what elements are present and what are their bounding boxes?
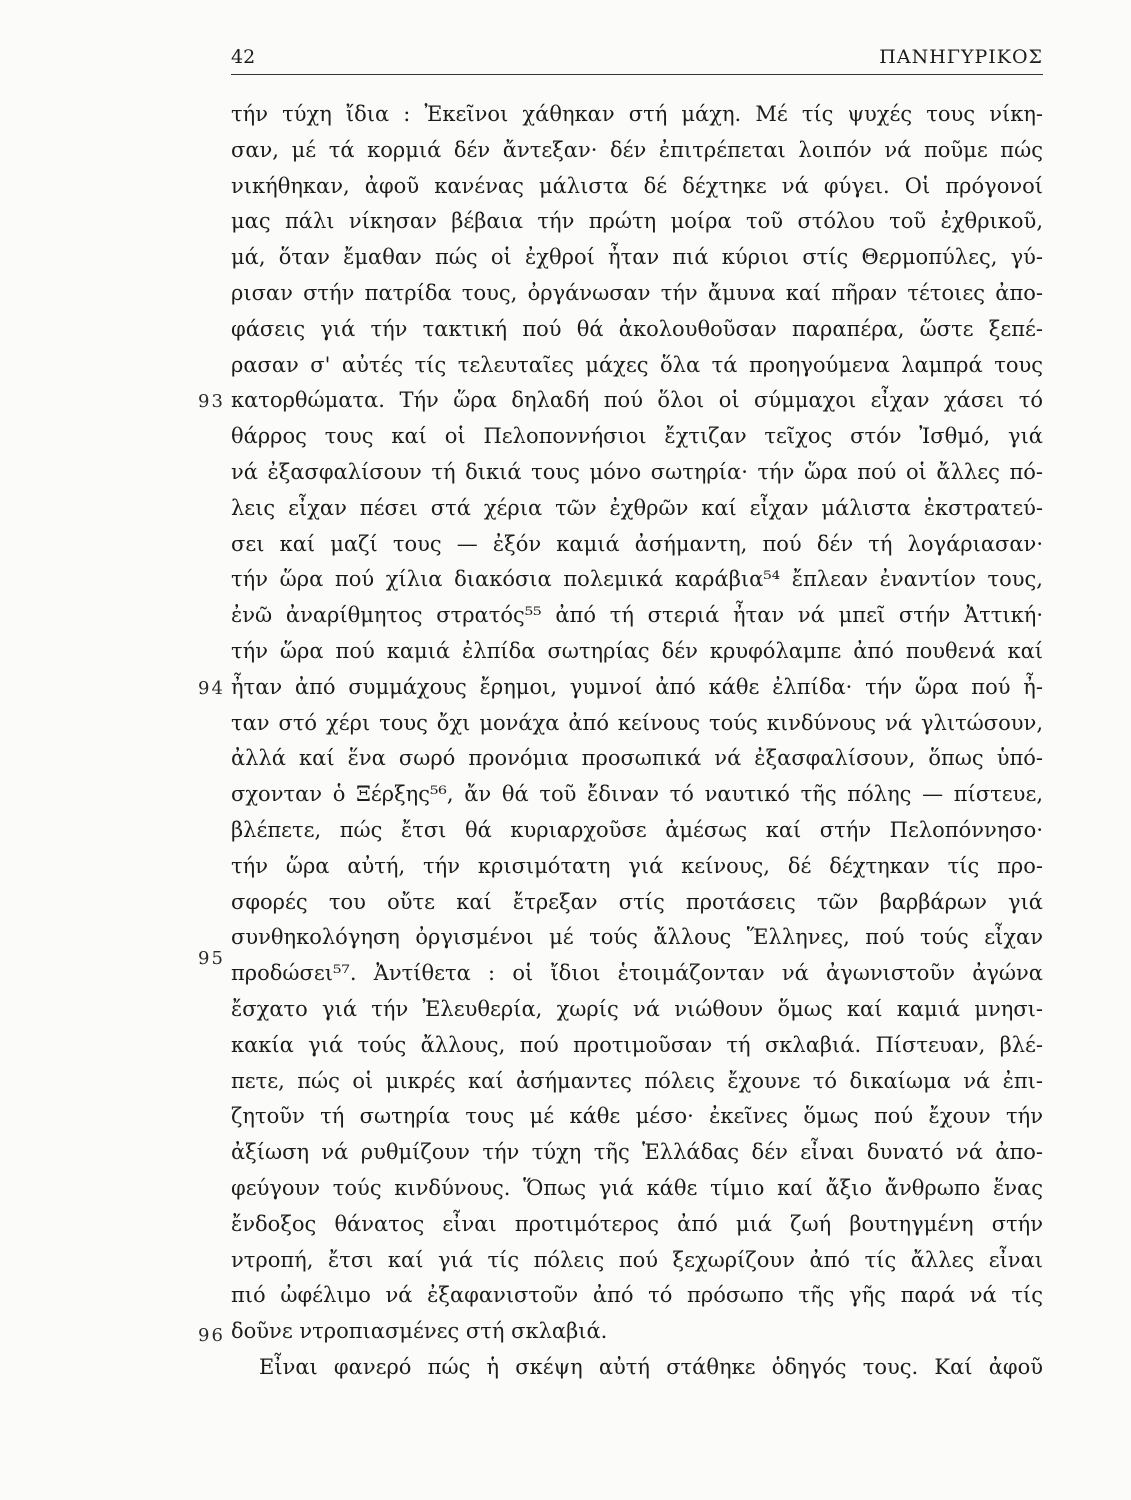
section-number-95: 95	[198, 948, 225, 969]
text-line: δοῦνε ντροπιασμένες στή σκλαβιά.	[231, 1319, 608, 1344]
text-line: τήν τύχη ἴδια : Ἐκεῖνοι χάθηκαν στή μάχη. Μέ τίς ψυχές τους νίκη-	[231, 102, 1043, 126]
text-line: ἀλλά καί ἕνα σωρό προνόμια προσωπικά νά ἐξασφαλίσουν, ὅπως ὑπό-	[231, 746, 1043, 771]
text-line: πιό ὠφέλιμο νά ἐξαφανιστοῦν ἀπό τό πρόσωπο τῆς γῆς παρά νά τίς	[231, 1283, 1043, 1308]
text-line: σχονταν ὁ Ξέρξης⁵⁶, ἄν θά τοῦ ἔδιναν τό ναυτικό τῆς πόλης — πίστευε,	[231, 782, 1043, 807]
text-line: προδώσει⁵⁷. Ἀντίθετα : οἱ ἴδιοι ἑτοιμάζονταν νά ἀγωνιστοῦν ἀγώνα	[231, 961, 1043, 986]
running-title: ΠΑΝΗΓΥΡΙΚΟΣ	[879, 46, 1043, 68]
text-line: μά, ὅταν ἔμαθαν πώς οἱ ἐχθροί ἦταν πιά κύριοι στίς Θερμοπύλες, γύ-	[231, 245, 1043, 270]
text-line: ταν στό χέρι τους ὄχι μονάχα ἀπό κείνους τούς κινδύνους νά γλιτώσουν,	[231, 710, 1043, 735]
section-number-93: 93	[198, 391, 225, 412]
text-line: κακία γιά τούς ἄλλους, πού προτιμοῦσαν τή σκλαβιά. Πίστευαν, βλέ-	[231, 1032, 1043, 1057]
text-line: ἐνῶ ἀναρίθμητος στρατός⁵⁵ ἀπό τή στεριά ἦταν νά μπεῖ στήν Ἀττική·	[231, 603, 1043, 628]
text-line: ἔσχατο γιά τήν Ἐλευθερία, χωρίς νά νιώθουν ὅμως καί καμιά μνησι-	[231, 996, 1043, 1021]
text-line: Εἶναι φανερό πώς ἡ σκέψη αὐτή στάθηκε ὁδηγός τους. Καί ἀφοῦ	[259, 1354, 1043, 1379]
text-line: σαν, μέ τά κορμιά δέν ἄντεξαν· δέν ἐπιτρέπεται λοιπόν νά ποῦμε πώς	[231, 137, 1043, 162]
text-line: ρασαν σ' αὐτές τίς τελευταῖες μάχες ὅλα τά προηγούμενα λαμπρά τους	[231, 352, 1043, 377]
page-number: 42	[231, 46, 256, 68]
text-line: ζητοῦν τή σωτηρία τους μέ κάθε μέσο· ἐκεῖνες ὅμως πού ἔχουν τήν	[231, 1104, 1043, 1129]
text-line: σει καί μαζί τους — ἐξόν καμιά ἀσήμαντη, πού δέν τή λογάριασαν·	[231, 531, 1043, 556]
text-line: θάρρος τους καί οἱ Πελοποννήσιοι ἔχτιζαν τεῖχος στόν Ἰσθμό, γιά	[231, 424, 1043, 449]
text-line: βλέπετε, πώς ἔτσι θά κυριαρχοῦσε ἀμέσως καί στήν Πελοπόννησο·	[231, 817, 1043, 842]
text-line: ρισαν στήν πατρίδα τους, ὀργάνωσαν τήν ἄμυνα καί πῆραν τέτοιες ἀπο-	[231, 280, 1043, 305]
text-line: τήν ὥρα αὐτή, τήν κρισιμότατη γιά κείνους, δέ δέχτηκαν τίς προ-	[231, 853, 1043, 878]
text-line: ἀξίωση νά ρυθμίζουν τήν τύχη τῆς Ἑλλάδας δέν εἶναι δυνατό νά ἀπο-	[231, 1140, 1043, 1165]
text-line: φεύγουν τούς κινδύνους. Ὅπως γιά κάθε τίμιο καί ἄξιο ἄνθρωπο ἕνας	[231, 1175, 1043, 1200]
text-line: μας πάλι νίκησαν βέβαια τήν πρώτη μοίρα τοῦ στόλου τοῦ ἐχθρικοῦ,	[231, 209, 1043, 234]
section-number-96: 96	[198, 1325, 225, 1346]
text-line: νά ἐξασφαλίσουν τή δικιά τους μόνο σωτηρία· τήν ὥρα πού οἱ ἄλλες πό-	[231, 459, 1043, 484]
text-line: σφορές του οὔτε καί ἔτρεξαν στίς προτάσεις τῶν βαρβάρων γιά	[231, 889, 1043, 914]
text-line: συνθηκολόγηση ὀργισμένοι μέ τούς ἄλλους Ἕλληνες, πού τούς εἶχαν	[231, 925, 1043, 950]
section-number-94: 94	[198, 678, 225, 699]
text-line: νικήθηκαν, ἀφοῦ κανένας μάλιστα δέ δέχτηκε νά φύγει. Οἱ πρόγονοί	[231, 173, 1043, 198]
body-text	[231, 97, 1043, 1386]
text-line: ντροπή, ἔτσι καί γιά τίς πόλεις πού ξεχωρίζουν ἀπό τίς ἄλλες εἶναι	[231, 1247, 1043, 1272]
text-line: πετε, πώς οἱ μικρές καί ἀσήμαντες πόλεις ἔχουνε τό δικαίωμα νά ἐπι-	[231, 1068, 1043, 1093]
text-line: ἔνδοξος θάνατος εἶναι προτιμότερος ἀπό μιά ζωή βουτηγμένη στήν	[231, 1211, 1043, 1236]
text-line: ἦταν ἀπό συμμάχους ἔρημοι, γυμνοί ἀπό κάθε ἐλπίδα· τήν ὥρα πού ἦ-	[231, 674, 1043, 699]
text-line: τήν ὥρα πού χίλια διακόσια πολεμικά καράβια⁵⁴ ἔπλεαν ἐναντίον τους,	[231, 567, 1043, 592]
text-line: κατορθώματα. Τήν ὥρα δηλαδή πού ὅλοι οἱ σύμμαχοι εἶχαν χάσει τό	[231, 388, 1043, 413]
page-header	[231, 44, 1043, 75]
text-line: λεις εἶχαν πέσει στά χέρια τῶν ἐχθρῶν καί εἶχαν μάλιστα ἐκστρατεύ-	[231, 495, 1043, 520]
text-line: τήν ὥρα πού καμιά ἐλπίδα σωτηρίας δέν κρυφόλαμπε ἀπό πουθενά καί	[231, 638, 1043, 663]
text-line: φάσεις γιά τήν τακτική πού θά ἀκολουθοῦσαν παραπέρα, ὥστε ξεπέ-	[231, 316, 1043, 341]
